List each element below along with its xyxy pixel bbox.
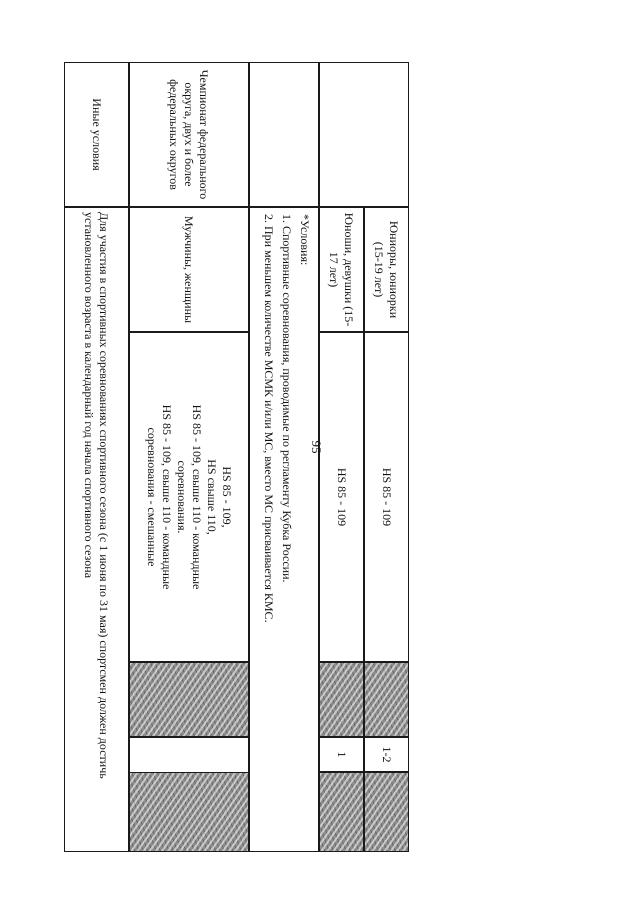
rotated-table-area	[64, 62, 409, 852]
weight-line: HS 85 - 109, свыше 110 - командные	[160, 404, 174, 590]
age-group-juniors: Юниоры, юниорки (15-19 лет)	[364, 207, 409, 332]
weight-line: HS свыше 110,	[205, 459, 219, 535]
competition-federal: Чемпионат федерального округа, двух и более федеральных округов	[129, 62, 249, 207]
conditions-note	[249, 207, 319, 852]
weight-juniors: HS 85 - 109	[364, 332, 409, 662]
shaded-cell	[129, 662, 249, 737]
age-group-youth: Юноши, девушки (15-17 лет)	[319, 207, 364, 332]
other-conditions-text: Для участия в спортивных соревнованиях спортивного сезона (с 1 июня по 31 мая) спортсмен должен достичь установленного возраста в календарный год начала спортивного сезона	[64, 207, 129, 852]
conditions-line-1: 1. Спортивные соревнования, проводимые по регламенту Кубка России.	[280, 214, 294, 583]
places-juniors: 1-2	[364, 737, 409, 772]
weight-federal	[129, 332, 249, 662]
weight-youth: HS 85 - 109	[319, 332, 364, 662]
shaded-cell	[319, 662, 364, 737]
weight-line: соревнования - смешанные	[145, 427, 159, 567]
shaded-cell	[364, 662, 409, 737]
page-number: 95	[309, 440, 324, 454]
conditions-title: *Условия:	[298, 214, 312, 266]
places-youth: 1	[319, 737, 364, 772]
conditions-line-2: 2. При меньшем количестве МСМК и/или МС, вместо МС присваивается КМС.	[262, 214, 276, 623]
weight-line: HS 85 - 109,	[220, 466, 234, 528]
competition-cell-empty	[249, 62, 319, 207]
competition-cell-empty	[319, 62, 409, 207]
weight-line: соревнования.	[175, 460, 189, 534]
other-conditions-label: Иные условия	[64, 62, 129, 207]
shaded-cell	[319, 772, 364, 852]
age-group-men-women: Мужчины, женщины	[129, 207, 249, 332]
shaded-cell	[364, 772, 409, 852]
weight-line: HS 85 - 109, свыше 110 - командные	[190, 404, 204, 590]
sports-requirements-table	[64, 62, 409, 852]
shaded-cell	[129, 772, 249, 852]
